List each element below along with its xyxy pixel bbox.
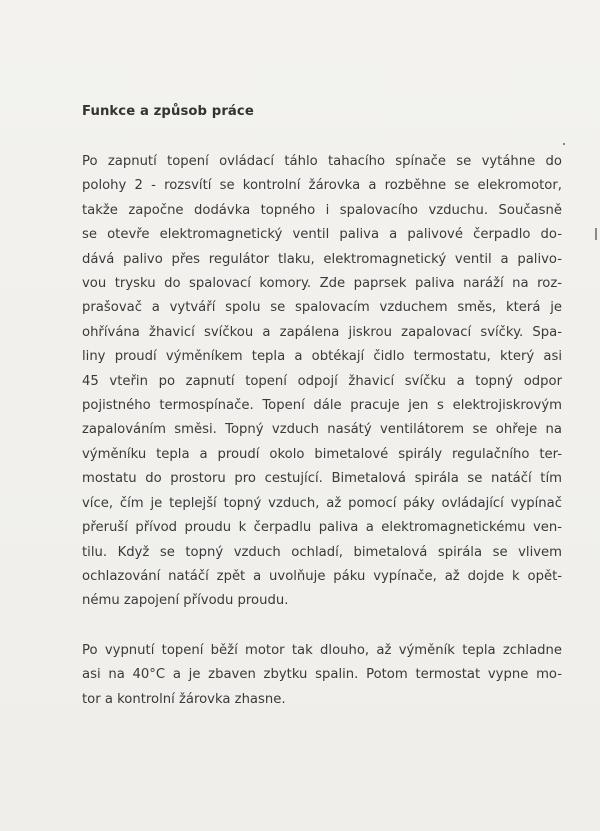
- text-line: ochlazování natáčí zpět a uvolňuje páku vypínače, až dojde k opět-: [82, 568, 562, 584]
- text-line: více, čím je teplejší topný vzduch, až pomocí páky ovládající vypínač: [82, 495, 562, 511]
- text-line: přeruší přívod proudu k čerpadlu paliva a elektromagnetickému ven-: [82, 520, 562, 536]
- text-line: takže započne dodávka topného i spalovacího vzduchu. Současně: [82, 202, 562, 218]
- text-line: liny proudí výměníkem tepla a obtékají čidlo termostatu, který asi: [82, 349, 562, 365]
- text-line: 45 vteřin po zapnutí topení odpojí žhavicí svíčku a topný odpor: [82, 373, 562, 389]
- text-line: výměníku tepla a proudí okolo bimetalové spirály regulačního ter-: [82, 446, 562, 462]
- text-line: se otevře elektromagnetický ventil paliva a palivové čerpadlo do-: [82, 227, 562, 243]
- section-heading: Funkce a způsob práce: [82, 104, 254, 119]
- text-line: vou trysku do spalovací komory. Zde paprsek paliva naráží na roz-: [82, 276, 562, 292]
- text-line: Po zapnutí topení ovládací táhlo tahacího spínače se vytáhne do: [82, 154, 562, 169]
- text-line: tor a kontrolní žárovka zhasne.: [82, 691, 286, 707]
- text-line: prašovač a vytváří spolu se spalovacím vzduchem směs, která je: [82, 300, 562, 316]
- paragraph-2: [82, 639, 562, 712]
- text-line: nému zapojení přívodu proudu.: [82, 593, 289, 609]
- scan-mark: [563, 143, 565, 145]
- text-line: dává palivo přes regulátor tlaku, elektromagnetický ventil a palivo-: [82, 251, 562, 267]
- text-line: ohřívána žhavicí svíčkou a zapálena jiskrou zapalovací svíčky. Spa-: [82, 324, 562, 340]
- text-line: Po vypnutí topení běží motor tak dlouho, až výměník tepla zchladne: [82, 643, 562, 658]
- text-line: pojistného termospínače. Topení dále pracuje jen s elektrojiskrovým: [82, 398, 562, 414]
- text-line: mostatu do prostoru pro cestující. Bimetalová spirála se natáčí tím: [82, 471, 562, 487]
- text-line: asi na 40°C a je zbaven zbytku spalin. Potom termostat vypne mo-: [82, 667, 562, 683]
- text-line: polohy 2 - rozsvítí se kontrolní žárovka a rozběhne se elekromotor,: [82, 178, 562, 194]
- text-line: tilu. Když se topný vzduch ochladí, bimetalová spirála se vlivem: [82, 544, 562, 560]
- paragraph-1: [82, 150, 562, 614]
- scan-mark: [595, 228, 597, 240]
- text-line: zapalováním směsi. Topný vzduch nasátý ventilátorem se ohřeje na: [82, 422, 562, 438]
